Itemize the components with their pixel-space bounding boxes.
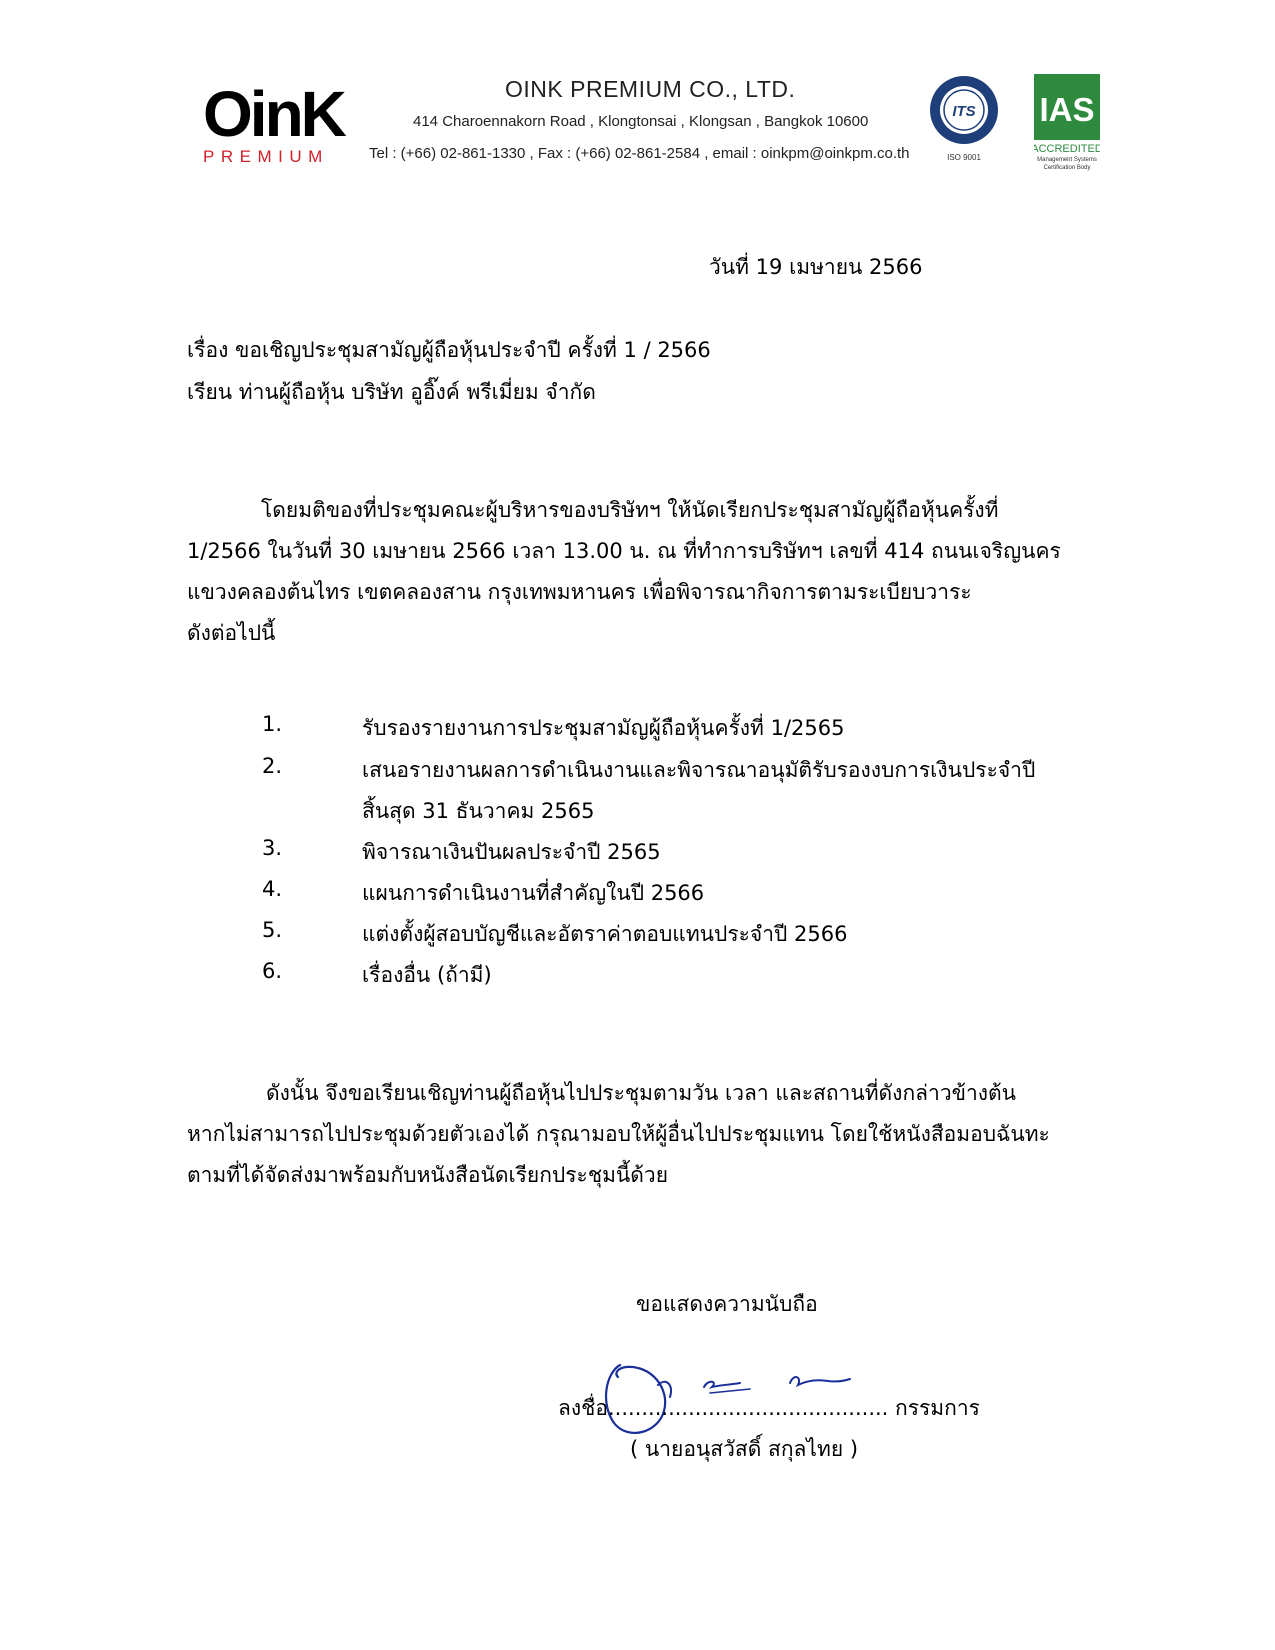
- ias-line3: Certification Body: [1043, 165, 1091, 171]
- intro-line: 1/2566 ในวันที่ 30 เมษายน 2566 เวลา 13.00 น. ณ ที่ทำการบริษัทฯ เลขที่ 414 ถนนเจริญนคร: [187, 539, 1061, 563]
- agenda-number: 4.: [262, 877, 283, 901]
- agenda-text: เสนอรายงานผลการดำเนินงานและพิจารณาอนุมัติรับรองงบการเงินประจำปี: [362, 758, 1036, 782]
- agenda-number: 3.: [262, 836, 283, 860]
- signature-line: ลงชื่อ.......................................... กรรมการ: [558, 1396, 980, 1420]
- agenda-text: เรื่องอื่น (ถ้ามี): [362, 963, 492, 987]
- agenda-text: แต่งตั้งผู้สอบบัญชีและอัตราค่าตอบแทนประจำปี 2566: [362, 922, 848, 946]
- agenda-number: 1.: [262, 712, 283, 736]
- company-name: OINK PREMIUM CO., LTD.: [505, 76, 796, 102]
- agenda-number: 6.: [262, 959, 283, 983]
- ias-word: IAS: [1039, 91, 1095, 128]
- its-certification-seal: [928, 74, 1000, 164]
- agenda-text: พิจารณาเงินปันผลประจำปี 2565: [362, 840, 661, 864]
- letter-date: วันที่ 19 เมษายน 2566: [709, 255, 923, 279]
- intro-line: ดังต่อไปนี้: [187, 621, 276, 645]
- svg-text:ITS: ITS: [952, 103, 976, 120]
- agenda-number: 2.: [262, 754, 283, 778]
- its-caption: ISO 9001: [947, 153, 981, 162]
- agenda-text: แผนการดำเนินงานที่สำคัญในปี 2566: [362, 881, 705, 905]
- signatory-name: ( นายอนุสวัสดิ์ สกุลไทย ): [630, 1437, 859, 1461]
- intro-line: แขวงคลองต้นไทร เขตคลองสาน กรุงเทพมหานคร เพื่อพิจารณากิจการตามระเบียบวาระ: [187, 580, 972, 604]
- agenda-text-continued: สิ้นสุด 31 ธันวาคม 2565: [362, 799, 595, 823]
- ias-line2: Management Systems: [1037, 157, 1097, 163]
- closing-line: ดังนั้น จึงขอเรียนเชิญท่านผู้ถือหุ้นไปประชุมตามวัน เวลา และสถานที่ดังกล่าวข้างต้น: [266, 1081, 1017, 1105]
- agenda-number: 5.: [262, 918, 283, 942]
- letter-subject: เรื่อง ขอเชิญประชุมสามัญผู้ถือหุ้นประจำปี ครั้งที่ 1 / 2566: [187, 338, 711, 362]
- closing-line: หากไม่สามารถไปประชุมด้วยตัวเองได้ กรุณามอบให้ผู้อื่นไปประชุมแทน โดยใช้หนังสือมอบฉันทะ: [187, 1122, 1050, 1146]
- company-logo: [203, 78, 353, 166]
- company-contact: Tel : (+66) 02-861-1330 , Fax : (+66) 02-861-2584 , email : oinkpm@oinkpm.co.th: [369, 145, 910, 162]
- company-address: 414 Charoennakorn Road , Klongtonsai , Klongsan , Bangkok 10600: [413, 113, 869, 130]
- ias-logo-icon: [1034, 74, 1100, 174]
- closing-line: ตามที่ได้จัดส่งมาพร้อมกับหนังสือนัดเรียกประชุมนี้ด้วย: [187, 1163, 669, 1187]
- ias-accredited: ACCREDITED: [1034, 143, 1100, 155]
- regards-text: ขอแสดงความนับถือ: [636, 1292, 818, 1316]
- its-seal-icon: [928, 74, 1000, 164]
- intro-line: โดยมติของที่ประชุมคณะผู้บริหารของบริษัทฯ ให้นัดเรียกประชุมสามัญผู้ถือหุ้นครั้งที่: [261, 498, 999, 522]
- logo-word: OinK: [203, 78, 344, 150]
- letter-addressee: เรียน ท่านผู้ถือหุ้น บริษัท อูอิ๊งค์ พรีเมี่ยม จำกัด: [187, 380, 596, 404]
- agenda-text: รับรองรายงานการประชุมสามัญผู้ถือหุ้นครั้งที่ 1/2565: [362, 716, 845, 740]
- ias-accreditation-logo: [1034, 74, 1100, 174]
- logo-subtitle: PREMIUM: [203, 147, 329, 166]
